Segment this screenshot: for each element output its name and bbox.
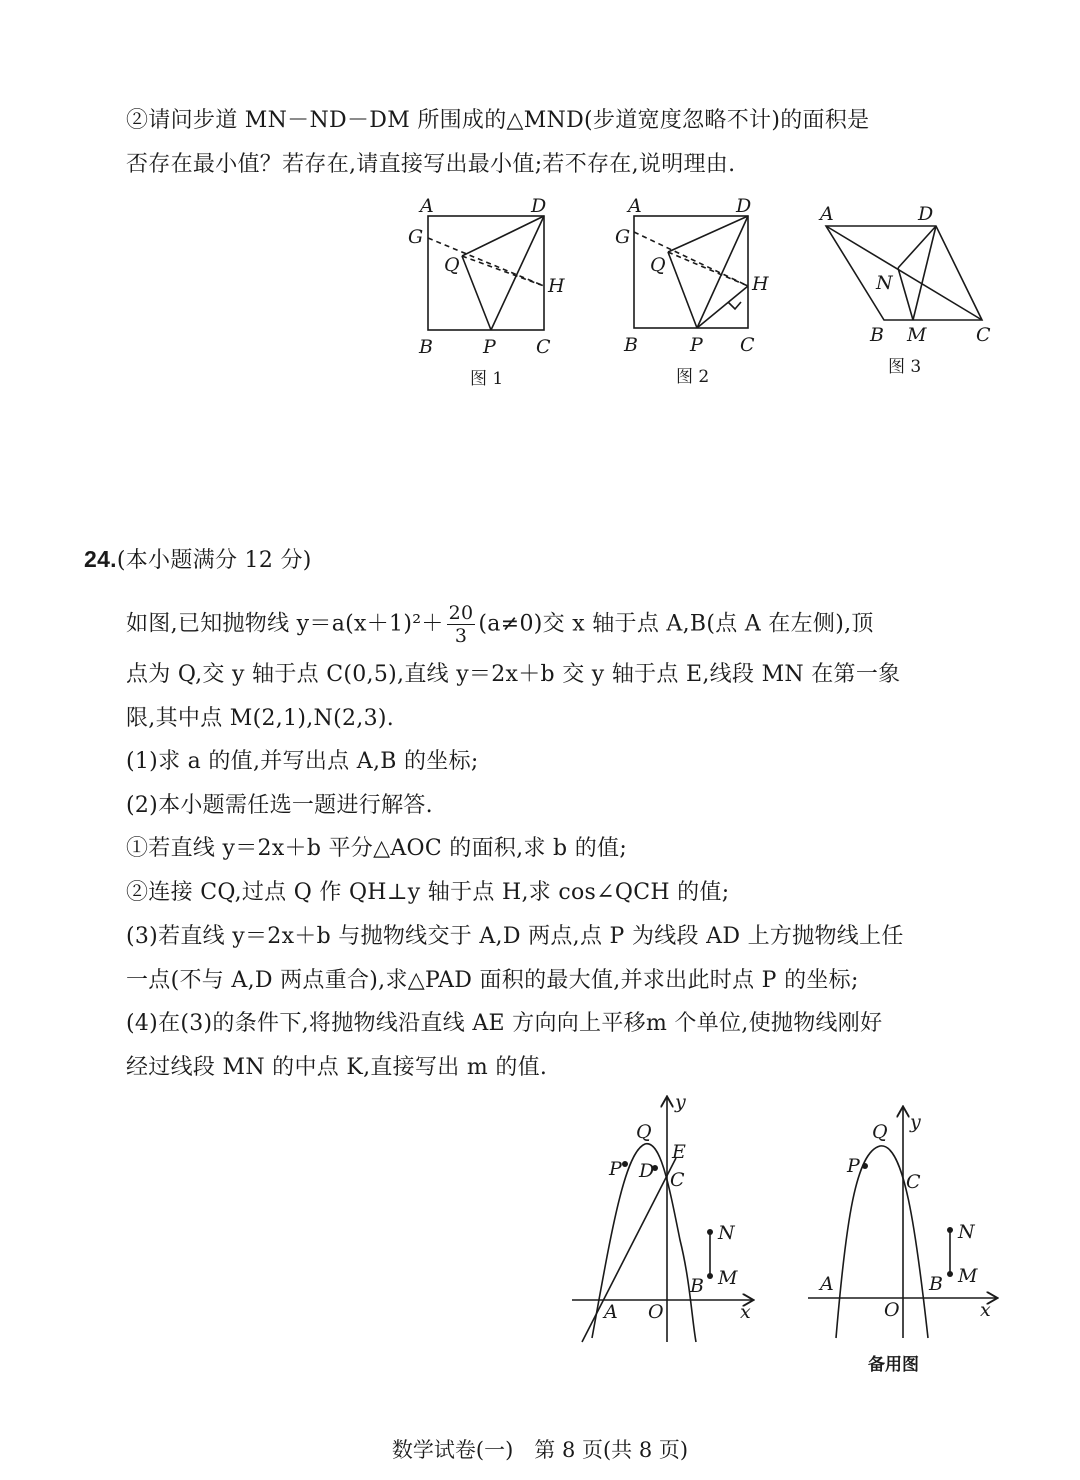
fig3-label-d: D xyxy=(918,203,934,225)
main-label-a: A xyxy=(604,1301,618,1323)
backup-label-a: A xyxy=(820,1273,834,1295)
backup-label-o: O xyxy=(884,1299,900,1321)
fig3-caption: 图 3 xyxy=(888,357,922,377)
question-24-stem-line-2: 点为 Q,交 y 轴于点 C(0,5),直线 y＝2x＋b 交 y 轴于点 E,线段 MN 在第一象 xyxy=(126,662,901,687)
question-24-part-4-line-2: 经过线段 MN 的中点 K,直接写出 m 的值. xyxy=(126,1055,548,1080)
main-label-o: O xyxy=(648,1301,664,1323)
prev-question-line-1: ②请问步道 MN－ND－DM 所围成的△MND(步道宽度忽略不计)的面积是 xyxy=(126,108,870,133)
fraction xyxy=(447,602,476,647)
fig3-label-n: N xyxy=(876,272,893,294)
fig2-label-d: D xyxy=(736,195,752,217)
fig2-label-b: B xyxy=(624,334,638,356)
main-label-n: N xyxy=(718,1222,735,1244)
fig1-caption: 图 1 xyxy=(470,369,504,389)
fig2-label-c: C xyxy=(740,334,755,356)
main-label-q: Q xyxy=(636,1121,652,1143)
question-24-part-4-line-1: (4)在(3)的条件下,将抛物线沿直线 AE 方向向上平移m 个单位,使抛物线刚好 xyxy=(126,1011,883,1036)
backup-label-c: C xyxy=(906,1171,921,1193)
main-label-m: M xyxy=(718,1267,738,1289)
question-24-part-3-line-2: 一点(不与 A,D 两点重合),求△PAD 面积的最大值,并求出此时点 P 的坐标; xyxy=(126,968,859,993)
fig1-label-q: Q xyxy=(444,254,460,276)
question-24-part-1: (1)求 a 的值,并写出点 A,B 的坐标; xyxy=(126,749,479,774)
fig2-label-a: A xyxy=(628,195,642,217)
fig1-label-a: A xyxy=(420,195,434,217)
page-footer: 数学试卷(一) 第 8 页(共 8 页) xyxy=(391,1438,689,1462)
backup-label-b: B xyxy=(929,1273,943,1295)
fig2-label-h: H xyxy=(752,273,769,295)
fig3-label-m: M xyxy=(907,324,927,346)
question-24-stem-line-3: 限,其中点 M(2,1),N(2,3). xyxy=(126,706,395,731)
fig1-label-g: G xyxy=(408,226,424,248)
backup-label-q: Q xyxy=(872,1121,888,1143)
backup-label-x: x xyxy=(980,1299,991,1321)
prev-question-line-2: 否存在最小值？若存在,请直接写出最小值;若不存在,说明理由. xyxy=(126,152,736,177)
stem-part-b: (a≠0)交 x 轴于点 A,B(点 A 在左侧),顶 xyxy=(478,611,874,637)
main-label-p: P xyxy=(609,1158,622,1180)
fraction-numerator: 20 xyxy=(448,602,474,624)
backup-label-m: M xyxy=(958,1265,978,1287)
backup-label-n: N xyxy=(958,1221,975,1243)
question-score: (本小题满分 12 分) xyxy=(116,548,312,573)
figure-3 xyxy=(826,226,982,320)
fig2-label-q: Q xyxy=(650,254,666,276)
fig3-label-b: B xyxy=(870,324,884,346)
main-label-e: E xyxy=(672,1141,686,1163)
fig1-label-p: P xyxy=(483,336,496,358)
question-24-part-2a: ①若直线 y＝2x＋b 平分△AOC 的面积,求 b 的值; xyxy=(126,836,628,861)
question-24-header xyxy=(84,544,1010,576)
fig3-label-a: A xyxy=(820,203,834,225)
fig1-label-h: H xyxy=(548,275,565,297)
question-number: 24. xyxy=(84,546,117,572)
main-label-y: y xyxy=(675,1091,686,1113)
question-24-part-3-line-1: (3)若直线 y＝2x＋b 与抛物线交于 A,D 两点,点 P 为线段 AD 上方抛物线上任 xyxy=(126,924,904,949)
fig2-caption: 图 2 xyxy=(676,367,710,387)
backup-caption: 备用图 xyxy=(868,1355,919,1375)
fig1-label-c: C xyxy=(536,336,551,358)
fraction-denominator: 3 xyxy=(454,625,468,647)
main-label-x: x xyxy=(740,1301,751,1323)
main-label-d: D xyxy=(639,1160,655,1182)
fig2-label-p: P xyxy=(690,334,703,356)
question-24-part-2: (2)本小题需任选一题进行解答. xyxy=(126,793,433,818)
main-label-b: B xyxy=(690,1275,704,1297)
question-24-stem-line-1 xyxy=(126,602,1010,647)
fig2-label-g: G xyxy=(615,226,631,248)
question-24-part-2b: ②连接 CQ,过点 Q 作 QH⊥y 轴于点 H,求 cos∠QCH 的值; xyxy=(126,880,730,905)
fig3-label-c: C xyxy=(976,324,991,346)
figures-bottom xyxy=(0,1080,1080,1420)
backup-label-p: P xyxy=(847,1155,860,1177)
backup-label-y: y xyxy=(910,1111,921,1133)
stem-part-a: 如图,已知抛物线 y＝a(x＋1)²＋ xyxy=(126,611,444,637)
main-label-c: C xyxy=(670,1169,685,1191)
fig1-label-b: B xyxy=(419,336,433,358)
fig1-label-d: D xyxy=(531,195,547,217)
figures-top xyxy=(0,0,1080,420)
